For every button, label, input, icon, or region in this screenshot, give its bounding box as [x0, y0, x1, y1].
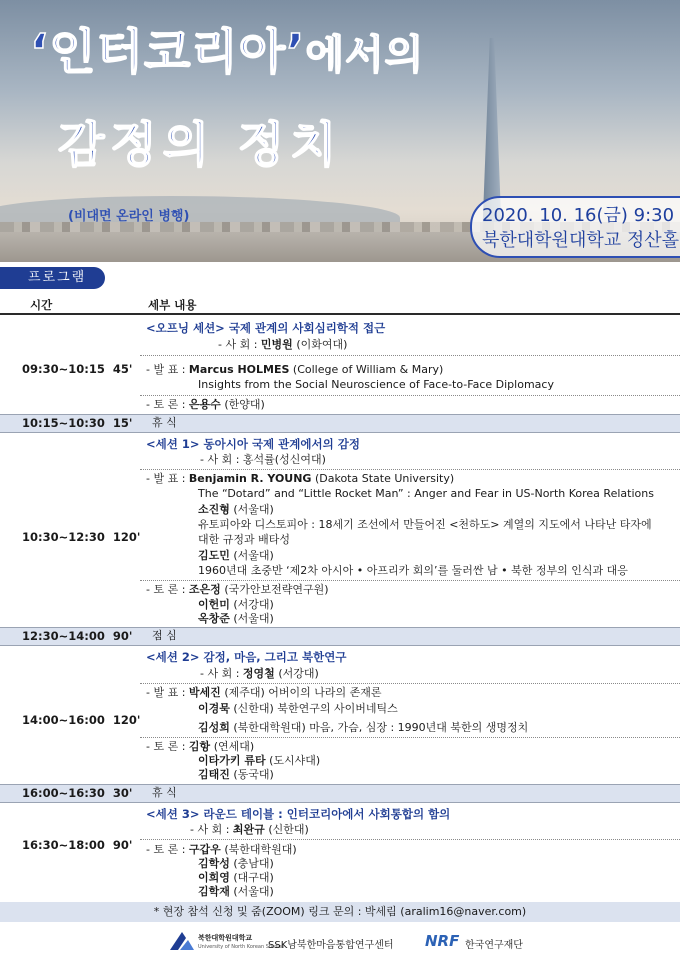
session1-presenter3: 김도민 (서울대) [198, 549, 274, 562]
session-title-3: <세션 3> 라운드 테이블 : 인터코리아에서 사회통합의 함의 [146, 807, 451, 821]
lunch-label: 점 심 [152, 629, 177, 642]
opening-presenter: - 발 표 : Marcus HOLMES (College of William & Mary) [146, 363, 444, 376]
session2-chair: - 사 회 : 정영철 (서강대) [200, 667, 319, 680]
time-session1: 10:30~12:30 120' [22, 530, 141, 544]
session3-discussant2: 김학성 (충남대) [198, 857, 274, 870]
session1-discussant3: 옥창준 (서울대) [198, 612, 274, 625]
row-rule [0, 784, 680, 785]
session2-discussant2: 이타가키 류타 (도시샤대) [198, 754, 321, 767]
session3-discussant4: 김학재 (서울대) [198, 885, 274, 898]
row-rule [0, 627, 680, 628]
time-break2: 16:00~16:30 30' [22, 786, 133, 800]
session2-discussant3: 김태진 (동국대) [198, 768, 274, 781]
row-rule [0, 802, 680, 803]
break1-label: 휴 식 [152, 416, 177, 429]
row-rule [0, 645, 680, 646]
sponsor-logos [0, 926, 680, 960]
time-session2: 14:00~16:00 120' [22, 713, 141, 727]
column-header-detail: 세부 내용 [148, 298, 197, 312]
title-line2: 감정의 정치 [58, 117, 343, 173]
divider [140, 395, 680, 396]
divider [140, 839, 680, 840]
time-session3: 16:30~18:00 90' [22, 838, 133, 852]
university-name: 북한대학원대학교 [198, 934, 253, 942]
session2-presenter2: 이경묵 (신한대) 북한연구의 사이버네틱스 [198, 702, 398, 715]
opening-discussant: - 토 론 : 은용수 (한양대) [146, 398, 265, 411]
time-break1: 10:15~10:30 15' [22, 416, 133, 430]
university-name-english: University of North Korean Studies [198, 944, 285, 950]
divider [140, 580, 680, 581]
title-line1: ‘인터코리아’에서의 [30, 24, 425, 80]
divider [140, 737, 680, 738]
ssk-center-name: SSK남북한마음통합연구센터 [268, 940, 394, 951]
session-title-1: <세션 1> 동아시아 국제 관계에서의 감정 [146, 437, 360, 451]
row-rule [0, 432, 680, 433]
row-rule [0, 414, 680, 415]
session2-presenter1: - 발 표 : 박세진 (제주대) 어버이의 나라의 존재론 [146, 686, 382, 699]
university-logo-icon [168, 930, 196, 954]
session2-discussant1: - 토 론 : 김항 (연세대) [146, 740, 255, 753]
subtitle: (비대면 온라인 병행) [68, 209, 190, 224]
opening-chair: - 사 회 : 민병원 (이화여대) [218, 338, 348, 351]
header-rule [0, 313, 680, 315]
column-header-time: 시간 [30, 298, 53, 312]
session3-discussant3: 이희영 (대구대) [198, 871, 274, 884]
session2-presenter3: 김성희 (북한대학원대) 마음, 가슴, 심장 : 1990년대 북한의 생명정치 [198, 721, 529, 734]
session-title-2: <세션 2> 감정, 마음, 그리고 북한연구 [146, 650, 347, 664]
session1-discussant2: 이헌미 (서강대) [198, 598, 274, 611]
contact-note: * 현장 참석 신청 및 줌(ZOOM) 링크 문의 : 박세림 (aralim16@naver.com) [0, 902, 680, 922]
program-tab: 프로그램 [0, 267, 105, 289]
opening-presentation-title: Insights from the Social Neuroscience of Face-to-Face Diplomacy [198, 378, 554, 391]
time-lunch: 12:30~14:00 90' [22, 629, 133, 643]
nrf-logo-mark: NRF [425, 932, 460, 950]
nrf-name: 한국연구재단 [465, 940, 523, 951]
session1-chair: - 사 회 : 홍석률(성신여대) [200, 453, 326, 466]
session1-presenter2: 소진형 (서울대) [198, 503, 274, 516]
time-opening: 09:30~10:15 45' [22, 362, 133, 376]
event-date: 2020. 10. 16(금) 9:30 [482, 205, 675, 226]
session1-discussant1: - 토 론 : 조은정 (국가안보전략연구원) [146, 583, 329, 596]
session1-p1-title: The “Dotard” and “Little Rocket Man” : Anger and Fear in US-North Korea Relations [198, 487, 654, 500]
session1-p2-title-b: 대한 규정과 배타성 [198, 533, 291, 546]
session3-chair: - 사 회 : 최완규 (신한대) [190, 823, 309, 836]
session1-p2-title-a: 유토피아와 디스토피아 : 18세기 조선에서 만들어진 <천하도> 계열의 지도에서 나타난 타자에 [198, 518, 652, 531]
session1-p3-title: 1960년대 초중반 ‘제2차 아시아 • 아프리카 회의’를 둘러싼 남 • 북한 정부의 인식과 대응 [198, 564, 628, 577]
session3-discussant1: - 토 론 : 구갑우 (북한대학원대) [146, 843, 297, 856]
event-venue: 북한대학원대학교 정산홀 [482, 230, 679, 251]
session1-presenter1: - 발 표 : Benjamin R. YOUNG (Dakota State University) [146, 472, 455, 485]
divider [140, 355, 680, 356]
break2-label: 휴 식 [152, 786, 177, 799]
divider [140, 469, 680, 470]
divider [140, 683, 680, 684]
session-title-opening: <오프닝 세션> 국제 관계의 사회심리학적 접근 [146, 321, 386, 335]
